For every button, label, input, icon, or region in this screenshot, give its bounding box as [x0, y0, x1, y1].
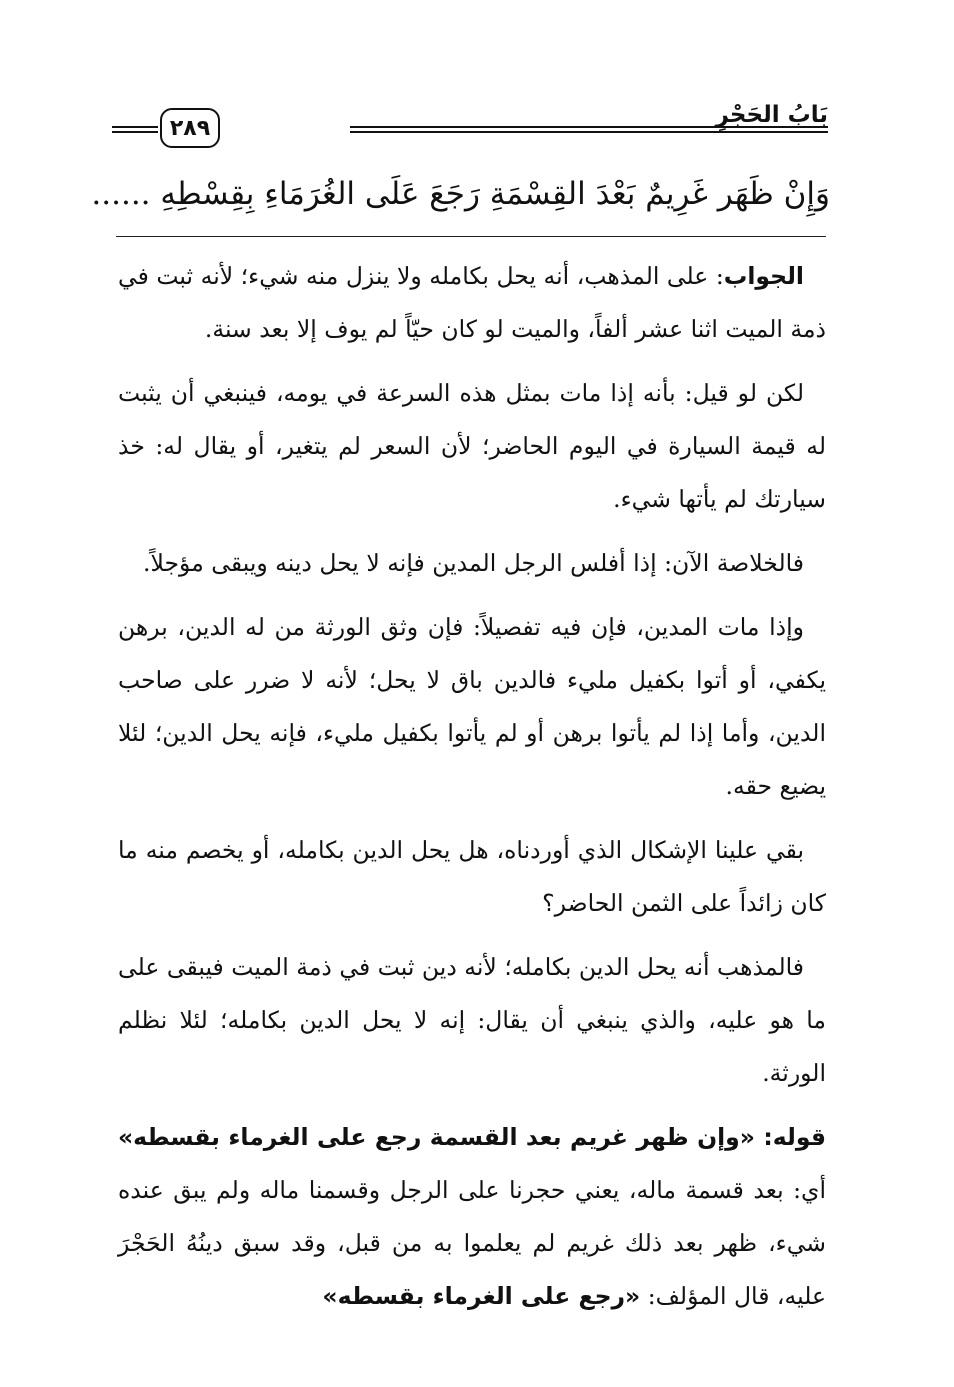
quote-label: قوله [772, 1123, 826, 1151]
paragraph: فالخلاصة الآن: إذا أفلس الرجل المدين فإنه لا يحل دينه ويبقى مؤجلاً. [143, 549, 804, 577]
matn-quote: : «وإن ظهر غريم بعد القسمة رجع على الغرماء بقسطه» [118, 1123, 773, 1151]
header-rule-right [350, 126, 828, 133]
matn-line: وَإِنْ ظَهَر غَرِيمٌ بَعْدَ القِسْمَةِ رَجَعَ عَلَى الغُرَمَاءِ بِقِسْطِهِ ...... [91, 176, 830, 212]
paragraph: بقي علينا الإشكال الذي أوردناه، هل يحل الدين بكامله، أو يخصم منه ما كان زائداً على الثمن الحاضر؟ [118, 836, 826, 917]
paragraph-quote [118, 1111, 826, 1323]
paragraph-text: : على المذهب، أنه يحل بكامله ولا ينزل منه شيء؛ لأنه ثبت في ذمة الميت اثنا عشر ألفاً، والميت لو كان حيّاً لم يوف إلا بعد سنة. [118, 262, 826, 343]
paragraph-text: أي: بعد قسمة ماله، يعني حجرنا على الرجل وقسمنا ماله ولم يبق عنده شيء، ظهر بعد ذلك غريم لم يعلموا به من قبل، وقد سبق دينُهُ الحَجْرَ عليه، قال المؤلف: [118, 1176, 826, 1310]
page-number: ٢٨٩ [160, 108, 220, 148]
paragraph-answer [118, 250, 826, 356]
paragraph: وإذا مات المدين، فإن فيه تفصيلاً: فإن وثق الورثة من له الدين، برهن يكفي، أو أتوا بكفيل مليء فالدين باق لا يحل؛ لأنه لا ضرر على صاحب الدين، وأما إذا لم يأتوا برهن أو لم يأتوا بكفيل مليء، فإنه يحل الدين؛ لئلا يضيع حقه. [118, 613, 826, 800]
running-header [112, 98, 828, 158]
answer-label: الجواب [723, 262, 804, 290]
closing-quote: «رجع على الغرماء بقسطه» [322, 1282, 641, 1310]
paragraph: فالمذهب أنه يحل الدين بكامله؛ لأنه دين ثبت في ذمة الميت فيبقى على ما هو عليه، والذي ينبغي أن يقال: إنه لا يحل الدين بكامله؛ لئلا نظلم الورثة. [118, 953, 826, 1087]
header-rule-left [112, 126, 158, 133]
matn-divider [116, 236, 826, 237]
paragraph: لكن لو قيل: بأنه إذا مات بمثل هذه السرعة في يومه، فينبغي أن يثبت له قيمة السيارة في اليوم الحاضر؛ لأن السعر لم يتغير، أو يقال له: خذ سيارتك لم يأتها شيء. [118, 379, 826, 513]
commentary-body [118, 250, 826, 1323]
chapter-title: بَابُ الحَجْرِ [715, 102, 828, 128]
